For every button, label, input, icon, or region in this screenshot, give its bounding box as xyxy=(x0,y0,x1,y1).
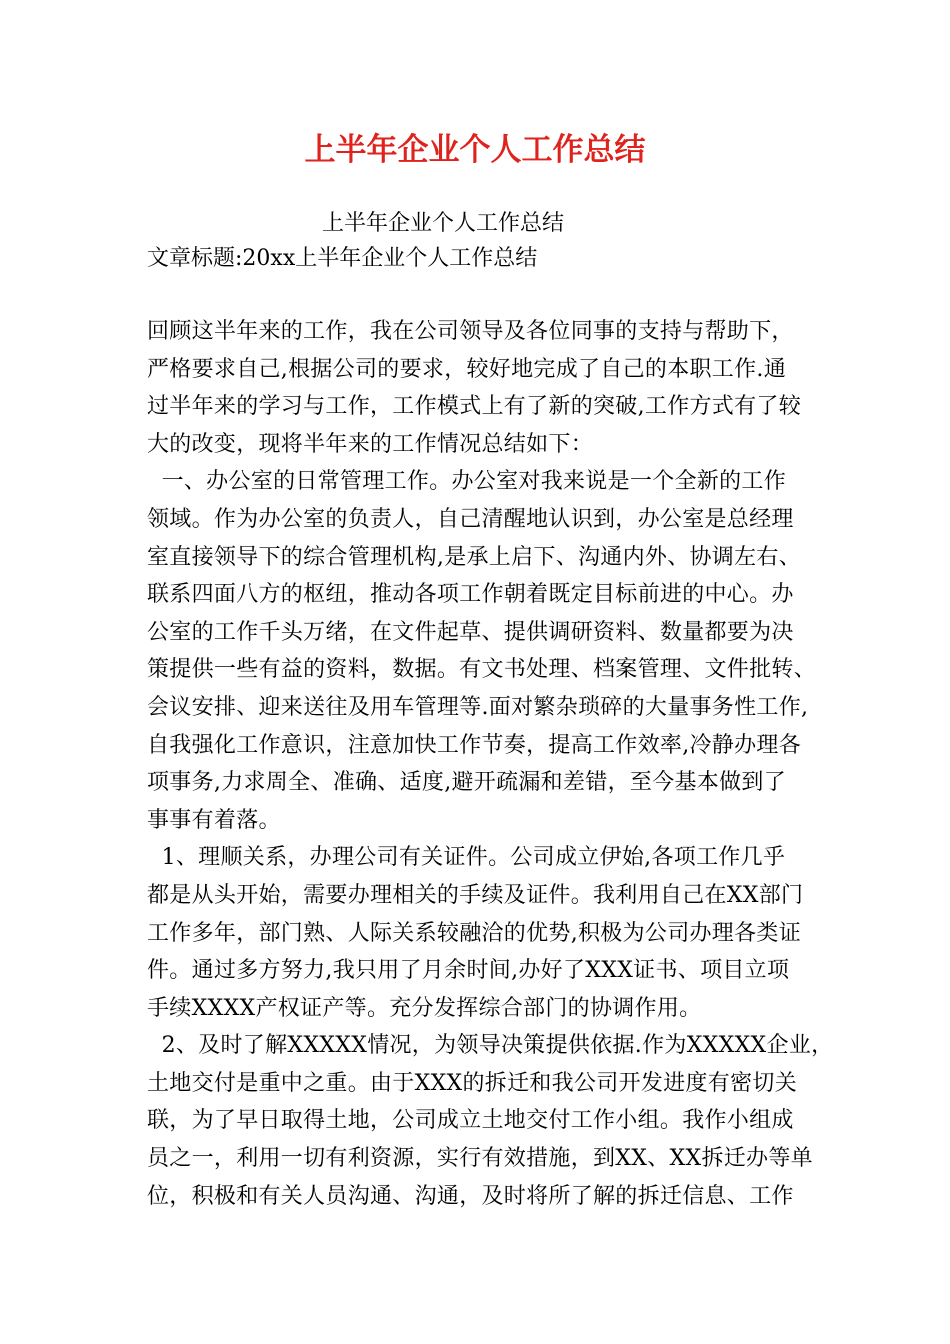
body-line: 都是从头开始，需要办理相关的手续及证件。我利用自己在XX部门 xyxy=(147,882,804,908)
body-line: 位，积极和有关人员沟通、沟通，及时将所了解的拆迁信息、工作 xyxy=(147,1183,794,1209)
body-line: 一、办公室的日常管理工作。办公室对我来说是一个全新的工作 xyxy=(147,469,786,495)
body-line: 室直接领导下的综合管理机构,是承上启下、沟通内外、协调左右、 xyxy=(147,544,801,570)
body-line: 1、理顺关系，办理公司有关证件。公司成立伊始,各项工作几乎 xyxy=(147,845,786,871)
body-line: 过半年来的学习与工作，工作模式上有了新的突破,工作方式有了较 xyxy=(147,394,801,420)
body-line: 公室的工作千头万绪，在文件起草、提供调研资料、数量都要为决 xyxy=(147,619,794,645)
body-line: 回顾这半年来的工作，我在公司领导及各位同事的支持与帮助下， xyxy=(147,319,794,344)
body-line: 件。通过多方努力,我只用了月余时间,办好了XXX证书、项目立项 xyxy=(147,958,790,984)
body-line: 大的改变，现将半年来的工作情况总结如下： xyxy=(147,431,594,457)
body-line: 领域。作为办公室的负责人，自己清醒地认识到，办公室是总经理 xyxy=(147,506,794,532)
body-text xyxy=(147,313,834,1215)
body-line: 项事务,力求周全、准确、适度,避开疏漏和差错，至今基本做到了 xyxy=(147,770,786,796)
document-subtitle: 上半年企业个人工作总结 xyxy=(322,211,565,236)
body-line: 土地交付是重中之重。由于XXX的拆迁和我公司开发进度有密切关 xyxy=(147,1070,797,1096)
article-title-line: 文章标题:20xx上半年企业个人工作总结 xyxy=(147,246,538,271)
body-line: 事事有着落。 xyxy=(147,807,281,833)
body-line: 联系四面八方的枢纽，推动各项工作朝着既定目标前进的中心。办 xyxy=(147,582,794,608)
body-line: 员之一，利用一切有利资源，实行有效措施，到XX、XX拆迁办等单 xyxy=(147,1146,813,1172)
body-line: 策提供一些有益的资料，数据。有文书处理、档案管理、文件批转、 xyxy=(147,657,817,683)
body-line: 工作多年，部门熟、人际关系较融洽的优势,积极为公司办理各类证 xyxy=(147,920,801,946)
body-line: 2、及时了解XXXXX情况，为领导决策提供依据.作为XXXXX企业， xyxy=(147,1033,834,1059)
document-title: 上半年企业个人工作总结 xyxy=(304,132,646,168)
body-line: 联，为了早日取得土地，公司成立土地交付工作小组。我作小组成 xyxy=(147,1108,794,1134)
body-line: 严格要求自己,根据公司的要求，较好地完成了自己的本职工作.通 xyxy=(147,356,786,382)
body-line: 自我强化工作意识，注意加快工作节奏，提高工作效率,冷静办理各 xyxy=(147,732,801,758)
body-line: 会议安排、迎来送往及用车管理等.面对繁杂琐碎的大量事务性工作, xyxy=(147,694,809,720)
body-line: 手续XXXX产权证产等。充分发挥综合部门的协调作用。 xyxy=(147,995,702,1021)
